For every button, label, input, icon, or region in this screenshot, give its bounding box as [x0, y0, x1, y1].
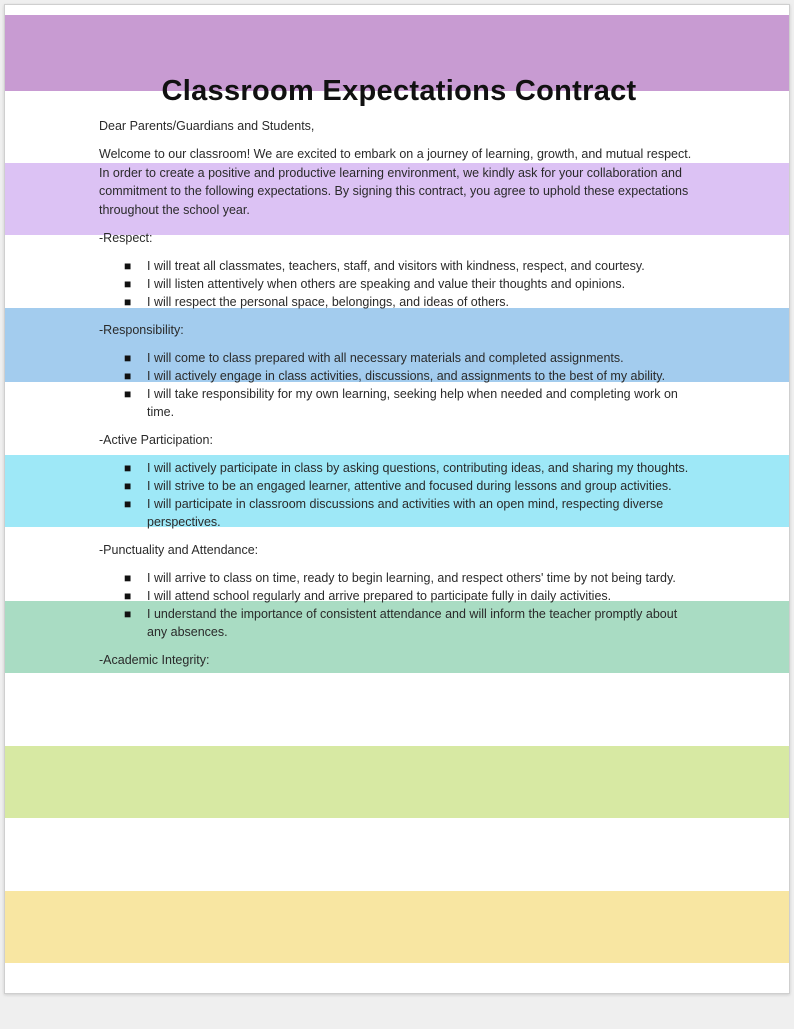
bullet-icon: ■	[124, 277, 132, 291]
list-item	[99, 569, 699, 587]
bullet-icon: ■	[124, 351, 132, 365]
lime-band	[5, 746, 789, 818]
section-academic-integrity	[99, 651, 699, 669]
intro-paragraph: Welcome to our classroom! We are excited to embark on a journey of learning, growth, and mutual respect. In order to create a positive and productive learning environment, we kindly ask for your collaboration and commitment to the following expectations. By signing this contract, you agree to uphold these expectations throughout the school year.	[99, 147, 692, 217]
bullet-icon: ■	[124, 571, 132, 585]
list-item	[99, 367, 699, 385]
list-item-text: I will listen attentively when others are speaking and value their thoughts and opinions.	[147, 277, 626, 291]
list-item	[99, 477, 699, 495]
list-item	[99, 275, 699, 293]
list-item-text: I will actively engage in class activities, discussions, and assignments to the best of my ability.	[147, 369, 666, 383]
section-heading: -Academic Integrity:	[99, 653, 210, 667]
list-item	[99, 349, 699, 367]
section-punctuality-attendance	[99, 541, 699, 641]
bullet-icon: ■	[124, 479, 132, 493]
salutation: Dear Parents/Guardians and Students,	[99, 119, 315, 133]
list-item-text: I will actively participate in class by asking questions, contributing ideas, and sharing my thoughts.	[147, 461, 689, 475]
list-item-text: I will participate in classroom discussions and activities with an open mind, respecting diverse perspectives.	[147, 497, 664, 529]
bullet-icon: ■	[124, 369, 132, 383]
bullet-icon: ■	[124, 461, 132, 475]
section-responsibility	[99, 321, 699, 421]
bullet-icon: ■	[124, 295, 132, 309]
list-item-text: I understand the importance of consistent attendance and will inform the teacher promptly about any absences.	[147, 607, 678, 639]
list-item-text: I will respect the personal space, belongings, and ideas of others.	[147, 295, 510, 309]
list-item-text: I will attend school regularly and arrive prepared to participate fully in daily activities.	[147, 589, 612, 603]
list-item	[99, 605, 699, 641]
document-body[interactable]	[99, 69, 699, 669]
list-item-text: I will take responsibility for my own learning, seeking help when needed and completing work on time.	[147, 387, 678, 419]
list-item	[99, 385, 699, 421]
document-title: Classroom Expectations Contract	[161, 75, 637, 107]
section-heading: -Respect:	[99, 231, 153, 245]
bullet-list	[99, 257, 699, 311]
section-heading: -Punctuality and Attendance:	[99, 543, 259, 557]
bullet-list	[99, 459, 699, 531]
list-item	[99, 257, 699, 275]
list-item-text: I will arrive to class on time, ready to begin learning, and respect others' time by not being tardy.	[147, 571, 676, 585]
bullet-list	[99, 569, 699, 641]
section-heading: -Active Participation:	[99, 433, 213, 447]
bullet-icon: ■	[124, 589, 132, 603]
bullet-icon: ■	[124, 259, 132, 273]
list-item	[99, 587, 699, 605]
list-item	[99, 495, 699, 531]
bullet-icon: ■	[124, 387, 132, 401]
list-item-text: I will come to class prepared with all necessary materials and completed assignments.	[147, 351, 624, 365]
list-item-text: I will strive to be an engaged learner, attentive and focused during lessons and group activities.	[147, 479, 672, 493]
section-heading: -Responsibility:	[99, 323, 184, 337]
list-item-text: I will treat all classmates, teachers, staff, and visitors with kindness, respect, and courtesy.	[147, 259, 645, 273]
section-respect	[99, 229, 699, 311]
section-active-participation	[99, 431, 699, 531]
bullet-icon: ■	[124, 497, 132, 511]
bullet-list	[99, 349, 699, 421]
document-page	[4, 4, 790, 994]
bullet-icon: ■	[124, 607, 132, 621]
list-item	[99, 293, 699, 311]
yellow-band	[5, 891, 789, 963]
list-item	[99, 459, 699, 477]
